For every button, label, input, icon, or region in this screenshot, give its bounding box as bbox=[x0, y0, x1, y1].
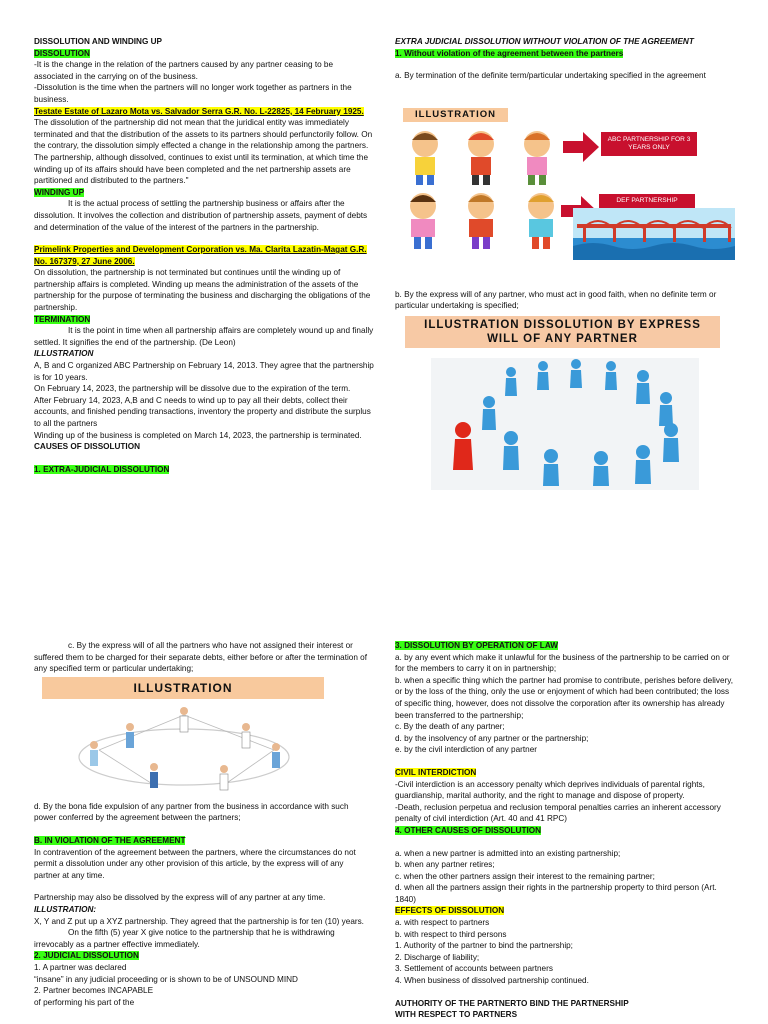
dissolution-label: DISSOLUTION bbox=[34, 48, 90, 58]
without-violation-label: 1. Without violation of the agreement between the partners bbox=[395, 48, 624, 58]
op-d-text: d. by the insolvency of any partner or the partnership; bbox=[395, 733, 589, 743]
op-e-text: e. by the civil interdiction of any partner bbox=[395, 745, 537, 755]
op-c-text: c. By the death of any partner; bbox=[395, 722, 505, 732]
termination-label: TERMINATION bbox=[34, 314, 91, 324]
doc-heading: DISSOLUTION AND WINDING UP bbox=[34, 37, 162, 46]
item-c-text: c. By the express will of all the partners who have not assigned their interest or suffered them to be charged for their separate debts, either before or after the termination of any specified term or particular undertaking; bbox=[34, 641, 368, 674]
ill-text-4: Winding up of the business is completed on March 14, 2023, the partnership is terminated. bbox=[34, 430, 362, 440]
ef-1-text: 1. Authority of the partner to bind the partnership; bbox=[395, 941, 573, 951]
ef-4-text: 4. When business of dissolved partnership continued. bbox=[395, 976, 589, 986]
ef-b-text: b. with respect to third persons bbox=[395, 929, 507, 939]
op-a-text: a. by any event which make it unlawful for the business of the partnership to be carried on or for the members to carry it on in partnership; bbox=[395, 652, 730, 674]
item-a-text: a. By termination of the definite term/particular undertaking specified in the agreement bbox=[395, 71, 706, 81]
case2-text: On dissolution, the partnership is not terminated but continues until the winding up of partnership affairs is completed. Winding up means the administration of the assets of the partnership for the purpose of terminating the business and discharging the obligations of the partnership. bbox=[34, 268, 371, 313]
illustration-banner: ILLUSTRATION bbox=[42, 677, 324, 699]
circle-of-people-figure bbox=[431, 358, 699, 490]
judicial-label: 2. JUDICIAL DISSOLUTION bbox=[34, 951, 139, 961]
civil-interdiction-label: CIVIL INTERDICTION bbox=[395, 767, 477, 777]
ill-text-3: After February 14, 2023, A,B and C needs to wind up to pay all their debts, collect their accounts, and finished pending transactions, inventory the property and distribute the surplus to all the partners bbox=[34, 395, 371, 428]
violation-text: In contravention of the agreement between the partners, where the circumstances do not permit a dissolution under any other provision of this article, by the express will of any partner at any time. bbox=[34, 847, 356, 880]
op-b-text: b. when a specific thing which the partner had promise to contribute, perishes before delivery, or by the loss of the thing, only the use or enjoyment of which had been contributed; the loss of specific thing, however, does not dissolve the corporation after its ownership has already been transferred to the partnership; bbox=[395, 675, 733, 720]
extra-judicial-heading: EXTRA JUDICIAL DISSOLUTION WITHOUT VIOLATION OF THE AGREEMENT bbox=[395, 37, 694, 46]
right-bottom-column bbox=[395, 640, 735, 1021]
def-partnership-box bbox=[599, 194, 695, 208]
right-top-column bbox=[395, 36, 735, 490]
xyz-ill-1: X, Y and Z put up a XYZ partnership. They agreed that the partnership is for ten (10) years. bbox=[34, 916, 364, 926]
ef-2-text: 2. Discharge of liability; bbox=[395, 952, 480, 962]
ill-text-2: On February 14, 2023, the partnership will be dissolve due to the expiration of the term. bbox=[34, 384, 351, 394]
arrow-icon bbox=[563, 132, 599, 162]
item-b-text: b. By the express will of any partner, who must act in good faith, when no definite term or particular undertaking is specified; bbox=[395, 289, 717, 311]
dissolution-def1: -It is the change in the relation of the partners caused by any partner ceasing to be associated in the carrying on of the business. bbox=[34, 60, 334, 81]
civil-text-1: -Civil interdiction is an accessory penalty which deprives individuals of parental rights, guardianship, marital authority, and the right to manage and dispose of property. bbox=[395, 779, 705, 801]
left-top-column bbox=[34, 36, 374, 475]
case1-title: Testate Estate of Lazaro Mota vs. Salvador Serra G.R. No. L-22825, 14 February 1925. bbox=[34, 106, 364, 116]
oc-d-text: d. when all the partners assign their rights in the partnership property to third person (Art. 1840) bbox=[395, 883, 717, 904]
ill-text-1: A, B and C organized ABC Partnership on February 14, 2013. They agree that the partnership is for 10 years. bbox=[34, 361, 374, 382]
children-def-figure bbox=[403, 190, 568, 256]
bridge-sea-figure bbox=[573, 208, 735, 260]
children-abc-figure bbox=[403, 126, 563, 186]
winding-label: WINDING UP bbox=[34, 187, 85, 197]
ef-a-text: a. with respect to partners bbox=[395, 918, 490, 928]
illustration-label-2: ILLUSTRATION: bbox=[34, 904, 97, 914]
item-d-text: d. By the bona fide expulsion of any partner from the business in accordance with such power conferred by the agreement between the partners; bbox=[34, 801, 349, 823]
oc-c-text: c. when the other partners assign their interest to the remaining partner; bbox=[395, 871, 655, 881]
illustration-title-box: ILLUSTRATION bbox=[403, 108, 508, 122]
termination-text: It is the point in time when all partnership affairs are completely wound up and finally settled. It signifies the end of the partnership. (De Leon) bbox=[34, 326, 374, 347]
oc-b-text: b. when any partner retires; bbox=[395, 860, 495, 870]
operation-of-law-label: 3. DISSOLUTION BY OPERATION OF LAW bbox=[395, 641, 559, 650]
illustration-express-will-banner: ILLUSTRATION DISSOLUTION BY EXPRESS WILL OF ANY PARTNER bbox=[405, 316, 720, 348]
winding-text: It is the actual process of settling the partnership business or affairs after the dissolution. It involves the collection and distribution of partnership assets, payment of debts and determination of the value of the interest of the partners in the partnership. bbox=[34, 199, 368, 232]
jd-line-2: “insane” in any judicial proceeding or is shown to be of UNSOUND MIND bbox=[34, 974, 298, 984]
left-bottom-column bbox=[34, 640, 369, 1008]
oc-a-text: a. when a new partner is admitted into an existing partnership; bbox=[395, 848, 621, 858]
illustration-term-image bbox=[395, 108, 735, 263]
abc-partnership-box bbox=[601, 132, 697, 156]
jd-line-3: 2. Partner becomes INCAPABLE bbox=[34, 986, 154, 996]
dissolution-def2: -Dissolution is the time when the partners will no longer work together as partners in the business. bbox=[34, 83, 352, 104]
respect-to-partners-label: WITH RESPECT TO PARTNERS bbox=[395, 1010, 518, 1020]
def-partnership-label: DEF PARTNERSHIP bbox=[616, 196, 678, 204]
ef-3-text: 3. Settlement of accounts between partners bbox=[395, 964, 553, 974]
express-will-text: Partnership may also be dissolved by the express will of any partner at any time. bbox=[34, 893, 326, 903]
extra-judicial-label: 1. EXTRA-JUDICIAL DISSOLUTION bbox=[34, 464, 170, 474]
case1-text: The dissolution of the partnership did not mean that the juridical entity was immediately terminated and that the distribution of the assets to its partners should perfunctorily follow. On the contrary, the dissolution simply effected a change in the relationship among the partners. The partnership, although dissolved, continues to exist until its termination, at which time the winding up of its affairs should have been completed and the net partnership assets are partitioned and distributed to the partners." bbox=[34, 118, 373, 186]
violation-label: B. IN VIOLATION OF THE AGREEMENT bbox=[34, 835, 186, 845]
abc-partnership-label: ABC PARTNERSHIP FOR 3 YEARS ONLY bbox=[607, 135, 691, 151]
xyz-ill-2: On the fifth (5) year X give notice to the partnership that he is withdrawing irrevocably as a partner effective immediately. bbox=[34, 928, 335, 949]
civil-text-2: -Death, reclusion perpetua and reclusion temporal penalties carries an inherent accessory penalty of civil interdiction (Art. 40 and 41 RPC) bbox=[395, 802, 721, 824]
authority-label: AUTHORITY OF THE PARTNERTO BIND THE PARTNERSHIP bbox=[395, 998, 629, 1008]
other-causes-label: 4. OTHER CAUSES OF DISSOLUTION bbox=[395, 825, 542, 835]
case2-title: Primelink Properties and Development Corporation vs. Ma. Clarita Lazatin-Magat G.R. No. 167379, 27 June 2006. bbox=[34, 245, 367, 266]
jd-line-4: of performing his part of the bbox=[34, 997, 135, 1007]
effects-label: EFFECTS OF DISSOLUTION bbox=[395, 906, 505, 916]
jd-line-1: 1. A partner was declared bbox=[34, 962, 127, 972]
business-people-network-figure bbox=[64, 705, 304, 797]
causes-label: CAUSES OF DISSOLUTION bbox=[34, 442, 140, 452]
illustration-label: ILLUSTRATION bbox=[34, 349, 94, 359]
